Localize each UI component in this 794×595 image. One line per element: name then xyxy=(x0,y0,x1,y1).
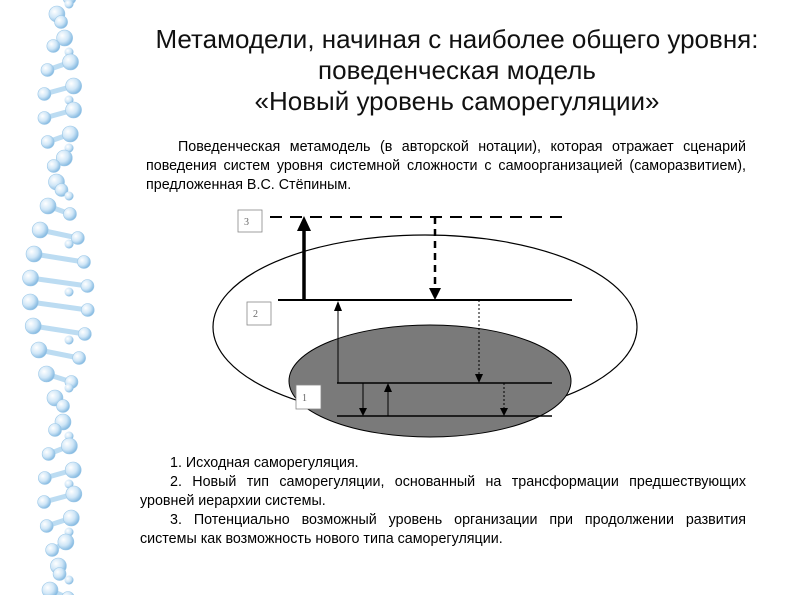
dna-sphere xyxy=(71,232,84,245)
title-line-2: поведенческая модель xyxy=(318,55,596,85)
dna-sphere xyxy=(39,366,55,382)
dna-sphere xyxy=(40,520,53,533)
dna-small-sphere xyxy=(65,576,74,585)
dna-sphere xyxy=(63,208,76,221)
dna-sphere xyxy=(31,342,47,358)
dna-sphere xyxy=(61,438,77,454)
dna-sphere xyxy=(63,510,79,526)
dna-sphere xyxy=(41,64,54,77)
dna-sphere xyxy=(38,112,51,125)
dna-sphere xyxy=(62,592,75,595)
dna-small-sphere xyxy=(65,288,74,297)
dna-sphere xyxy=(53,568,66,581)
dna-rung xyxy=(30,302,87,310)
level-3-box xyxy=(238,210,262,232)
dna-sphere xyxy=(47,160,60,173)
inner-ellipse xyxy=(289,325,571,437)
dna-sphere xyxy=(62,126,78,142)
dna-sphere xyxy=(66,78,82,94)
thick-up-arrow-head xyxy=(297,216,311,231)
dna-small-sphere xyxy=(65,0,74,9)
dna-sphere xyxy=(58,534,74,550)
dna-sphere xyxy=(77,256,90,269)
dna-sphere xyxy=(25,318,41,334)
dna-sphere xyxy=(66,102,82,118)
dna-sphere xyxy=(55,16,68,29)
dna-sphere xyxy=(22,294,38,310)
dna-sphere xyxy=(32,222,48,238)
dna-sphere xyxy=(26,246,42,262)
note-item-1: 1. Исходная саморегуляция. xyxy=(170,455,359,471)
level-1-box xyxy=(296,385,321,409)
level-2-box xyxy=(247,302,271,325)
dna-sphere xyxy=(73,352,86,365)
dna-sphere xyxy=(41,136,54,149)
title-line-3: «Новый уровень саморегуляции» xyxy=(254,86,660,116)
dna-sphere xyxy=(46,544,59,557)
level-3-label: 3 xyxy=(244,217,249,228)
dna-small-sphere xyxy=(65,240,74,249)
note-item-3: 3. Потенциально возможный уровень организации при продолжении развития системы как возможность нового типа саморегуляции. xyxy=(140,512,746,547)
dna-sphere xyxy=(42,448,55,461)
dna-sphere xyxy=(38,472,51,485)
dna-small-sphere xyxy=(65,336,74,345)
level-2-label: 2 xyxy=(253,309,258,320)
dna-sphere xyxy=(63,54,79,70)
dna-sphere xyxy=(66,486,82,502)
dna-sphere xyxy=(57,400,70,413)
dna-sphere xyxy=(38,496,51,509)
dna-rung xyxy=(31,278,88,286)
dna-sphere xyxy=(49,424,62,437)
dna-sphere xyxy=(47,40,60,53)
notes-list xyxy=(140,454,746,549)
level-1-label: 1 xyxy=(302,393,307,404)
dna-sphere xyxy=(23,270,39,286)
dna-small-sphere xyxy=(65,384,74,393)
dna-sphere xyxy=(81,304,94,317)
title-line-1: Метамодели, начиная с наиболее общего уровня: xyxy=(155,24,759,54)
note-item-2: 2. Новый тип саморегуляции, основанный на трансформации предшествующих уровней иерархии системы. xyxy=(140,474,746,509)
dna-sphere xyxy=(81,280,94,293)
dna-sphere xyxy=(38,88,51,101)
dna-sphere xyxy=(42,582,58,595)
dna-sphere xyxy=(78,328,91,341)
behavioral-metamodel-diagram xyxy=(200,205,650,445)
intro-paragraph: Поведенческая метамодель (в авторской нотации), которая отражает сценарий поведения систем уровня системной сложности с самоорганизацией (саморазвитием), предложенная В.С. Стёпиным. xyxy=(146,139,746,193)
page-title xyxy=(120,24,794,117)
dna-sphere xyxy=(40,198,56,214)
dna-sphere xyxy=(65,462,81,478)
dna-small-sphere xyxy=(65,192,74,201)
